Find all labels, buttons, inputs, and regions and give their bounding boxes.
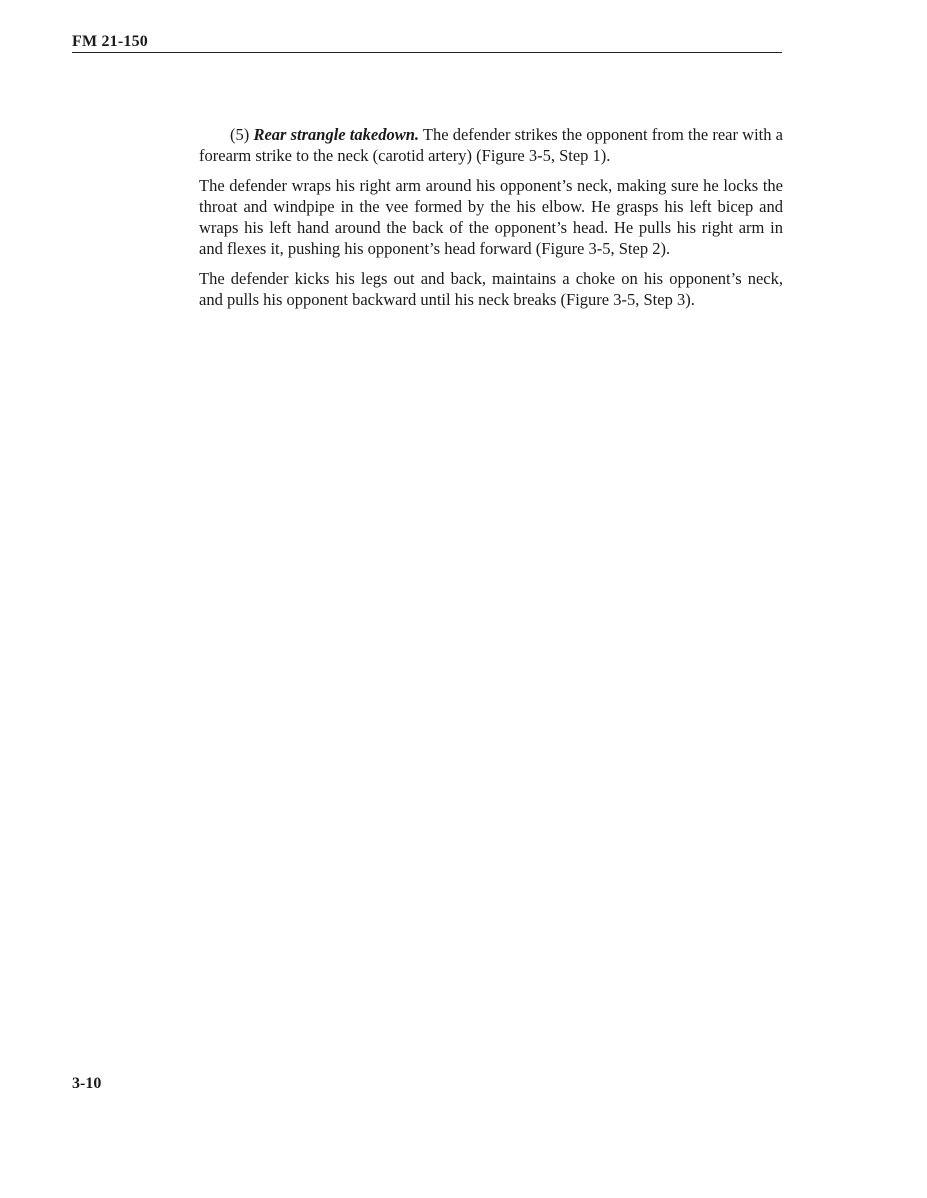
paragraph-text: The defender strikes the opponent from the rear with a forearm strike to the neck (carotid artery) (Figure 3-5, Step 1). bbox=[199, 125, 784, 165]
manual-id: FM 21-150 bbox=[72, 33, 149, 50]
paragraph-number: (5) bbox=[230, 125, 250, 144]
paragraph-title: Rear strangle takedown. bbox=[253, 125, 420, 144]
paragraph-rear-strangle bbox=[199, 124, 783, 166]
paragraph-step-2: The defender wraps his right arm around his opponent’s neck, making sure he locks the throat and windpipe in the vee formed by the his elbow. He grasps his left bicep and wraps his left hand around the back of the opponent’s head. He pulls his right arm in and flexes it, pushing his opponent’s head forward (Figure 3-5, Step 2). bbox=[199, 176, 783, 258]
page-number: 3-10 bbox=[72, 1075, 102, 1092]
page-header bbox=[72, 30, 782, 53]
body-text bbox=[199, 124, 783, 319]
paragraph-step-3: The defender kicks his legs out and back, maintains a choke on his opponent’s neck, and pulls his opponent backward until his neck breaks (Figure 3-5, Step 3). bbox=[199, 269, 783, 309]
